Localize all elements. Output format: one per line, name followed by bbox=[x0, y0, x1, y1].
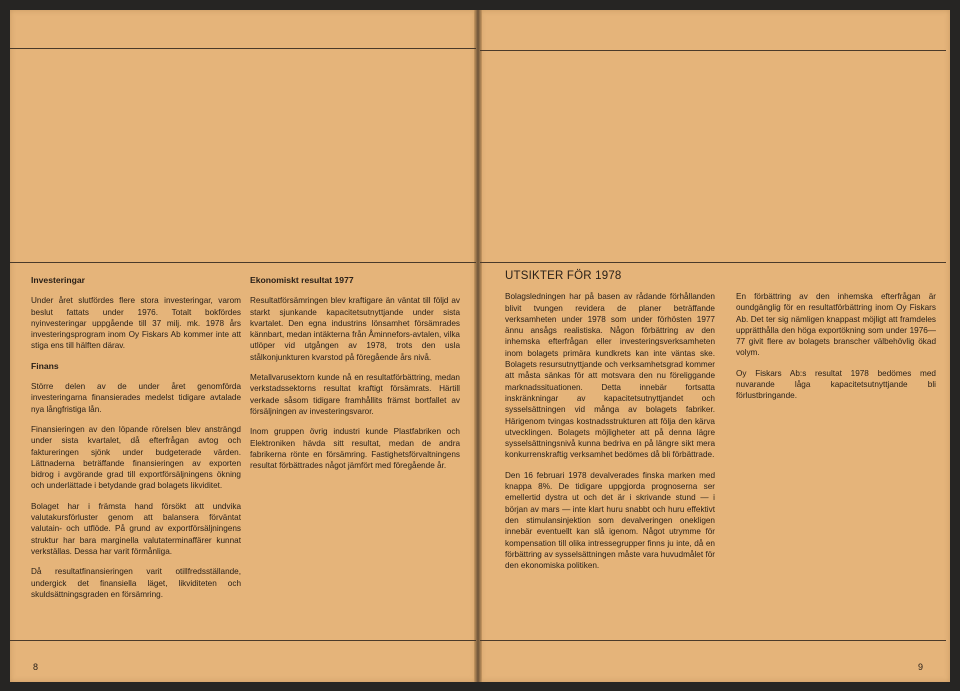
paragraph: Bolaget har i främsta hand försökt att undvika valutakursförluster genom att balansera förväntat valutain- och utflöde. På grund av exportförsäljningens struktur har bara marginella valutaterminaffärer kunnat verkställas. Dessa har varit förmånliga. bbox=[31, 501, 241, 556]
paragraph: Den 16 februari 1978 devalverades finska marken med knappa 8%. De tidigare uppgjorda prognoserna ser emellertid dystra ut och det är i skrivande stund — i början av mars — inte klart huru snabbt och huru effektivt den stimulansinjektion som devalveringen onekligen innebär eventuellt kan slå igenom. Något utrymme för kompensation till olika intressegrupper finns ju inte, då en förbättring av sysselsättningen måste vara huvudmålet för den ekonomiska politiken. bbox=[505, 470, 715, 571]
heading-investeringar: Investeringar bbox=[31, 275, 85, 285]
section-rule-left bbox=[10, 262, 476, 263]
page-number-right: 9 bbox=[918, 662, 924, 672]
column-outlook-continued bbox=[736, 291, 936, 411]
book-gutter bbox=[474, 10, 482, 682]
heading-finans: Finans bbox=[31, 360, 59, 371]
paragraph: Finansieringen av den löpande rörelsen blev ansträngd under sista kvartalet, då efterfrågan avtog och faktureringen sjönk under budgeterade värden. Lättnaderna beträffande finansieringen av exporten bidrog i avgörande grad till exportförsäljningens ökning och underlättade i betydande grad bolagets likviditet. bbox=[31, 424, 241, 491]
paragraph: Oy Fiskars Ab:s resultat 1978 bedömes med nuvarande låga kapacitetsutnyttjande bli förlustbringande. bbox=[736, 368, 936, 401]
bottom-rule-right bbox=[480, 640, 946, 641]
top-rule-left bbox=[10, 48, 476, 49]
paragraph: Resultatförsämringen blev kraftigare än väntat till följd av starkt sjunkande kapacitetsutnyttjande under sista kvartalet. Den egna industrins lönsamhet försämrades kännbart, medan intäkterna från Åminnefors-avtalen, vilka utlöper vid utgången av 1978, trots den usla stålkonjunkturen kvarstod på föregående års nivå. bbox=[250, 296, 460, 362]
heading-utsikter: UTSIKTER FÖR 1978 bbox=[505, 270, 622, 282]
page-number-left: 8 bbox=[33, 662, 39, 672]
paragraph: En förbättring av den inhemska efterfrågan är oundgänglig för en resultatförbättring inom Oy Fiskars Ab. Det ter sig nämligen knappast möjligt att framdeles upprätthålla den höga exportökning som under 1976—77 givit flere av bolagets branscher välbehövlig ökad volym. bbox=[736, 292, 936, 358]
paragraph: Inom gruppen övrig industri kunde Plastfabriken och Elektroniken hävda sitt resultat, medan de andra fabrikerna rönte en försämring. Fastighetsförvaltningens resultat förbättrades något jämfört med föregående år. bbox=[250, 427, 460, 471]
paragraph: Metallvarusektorn kunde nå en resultatförbättring, medan verkstadssektorns resultat kraftigt försämrats. Härtill verkade såsom tidigare framhållits främst bortfallet av försäljningen av investeringsvaror. bbox=[250, 373, 460, 416]
paragraph: Bolagsledningen har på basen av rådande förhållanden blivit tvungen revidera de planer beträffande verksamheten under 1978 som under förhösten 1977 ännu ansågs realistiska. Någon förbättring av den inhemska efterfrågan eller investeringsverksamheten inom bolagets primära kundkrets kan inte väntas ske. Bolagets resursutnyttjande och verksamhetsgrad kommer att måsta sänkas för att motsvara den nu föreliggande marknadssituationen. Detta innebär fortsatta inskränkningar av kapacitetsutnyttjandet och sysselsättningen vid många av bolagets fabriker. Härigenom tvingas kostnadsstrukturen att följa den kärva utvecklingen. Bolagets möjligheter att på denna lägre sysselsättningsnivå kunna bedriva en på längre sikt mera konkurrenskraftig verksamhet bedömes då bli förbättrade. bbox=[505, 292, 715, 460]
top-rule-right bbox=[480, 50, 946, 51]
paragraph: Då resultatfinansieringen varit otillfredsställande, undergick det finansiella läget, likviditeten och skuldsättningsgraden en försämring. bbox=[31, 567, 241, 599]
column-outlook bbox=[505, 271, 715, 580]
paragraph: Under året slutfördes flere stora investeringar, varom beslut fattats under 1976. Totalt bokfördes nyinvesteringar uppgående till 37 milj. mk. 1978 års investeringsprogram inom Oy Fiskars Ab kommer inte att stiga ens till hälften därav. bbox=[31, 296, 241, 351]
paragraph: Större delen av de under året genomförda investeringarna finansierades medelst tidigare avtalade nya långfristiga lån. bbox=[31, 382, 241, 414]
column-economic-result bbox=[250, 275, 460, 480]
heading-ekonomiskt-resultat: Ekonomiskt resultat 1977 bbox=[250, 275, 354, 285]
bottom-rule-left bbox=[10, 640, 476, 641]
column-investments-finance bbox=[31, 275, 241, 609]
section-rule-right bbox=[480, 262, 946, 263]
